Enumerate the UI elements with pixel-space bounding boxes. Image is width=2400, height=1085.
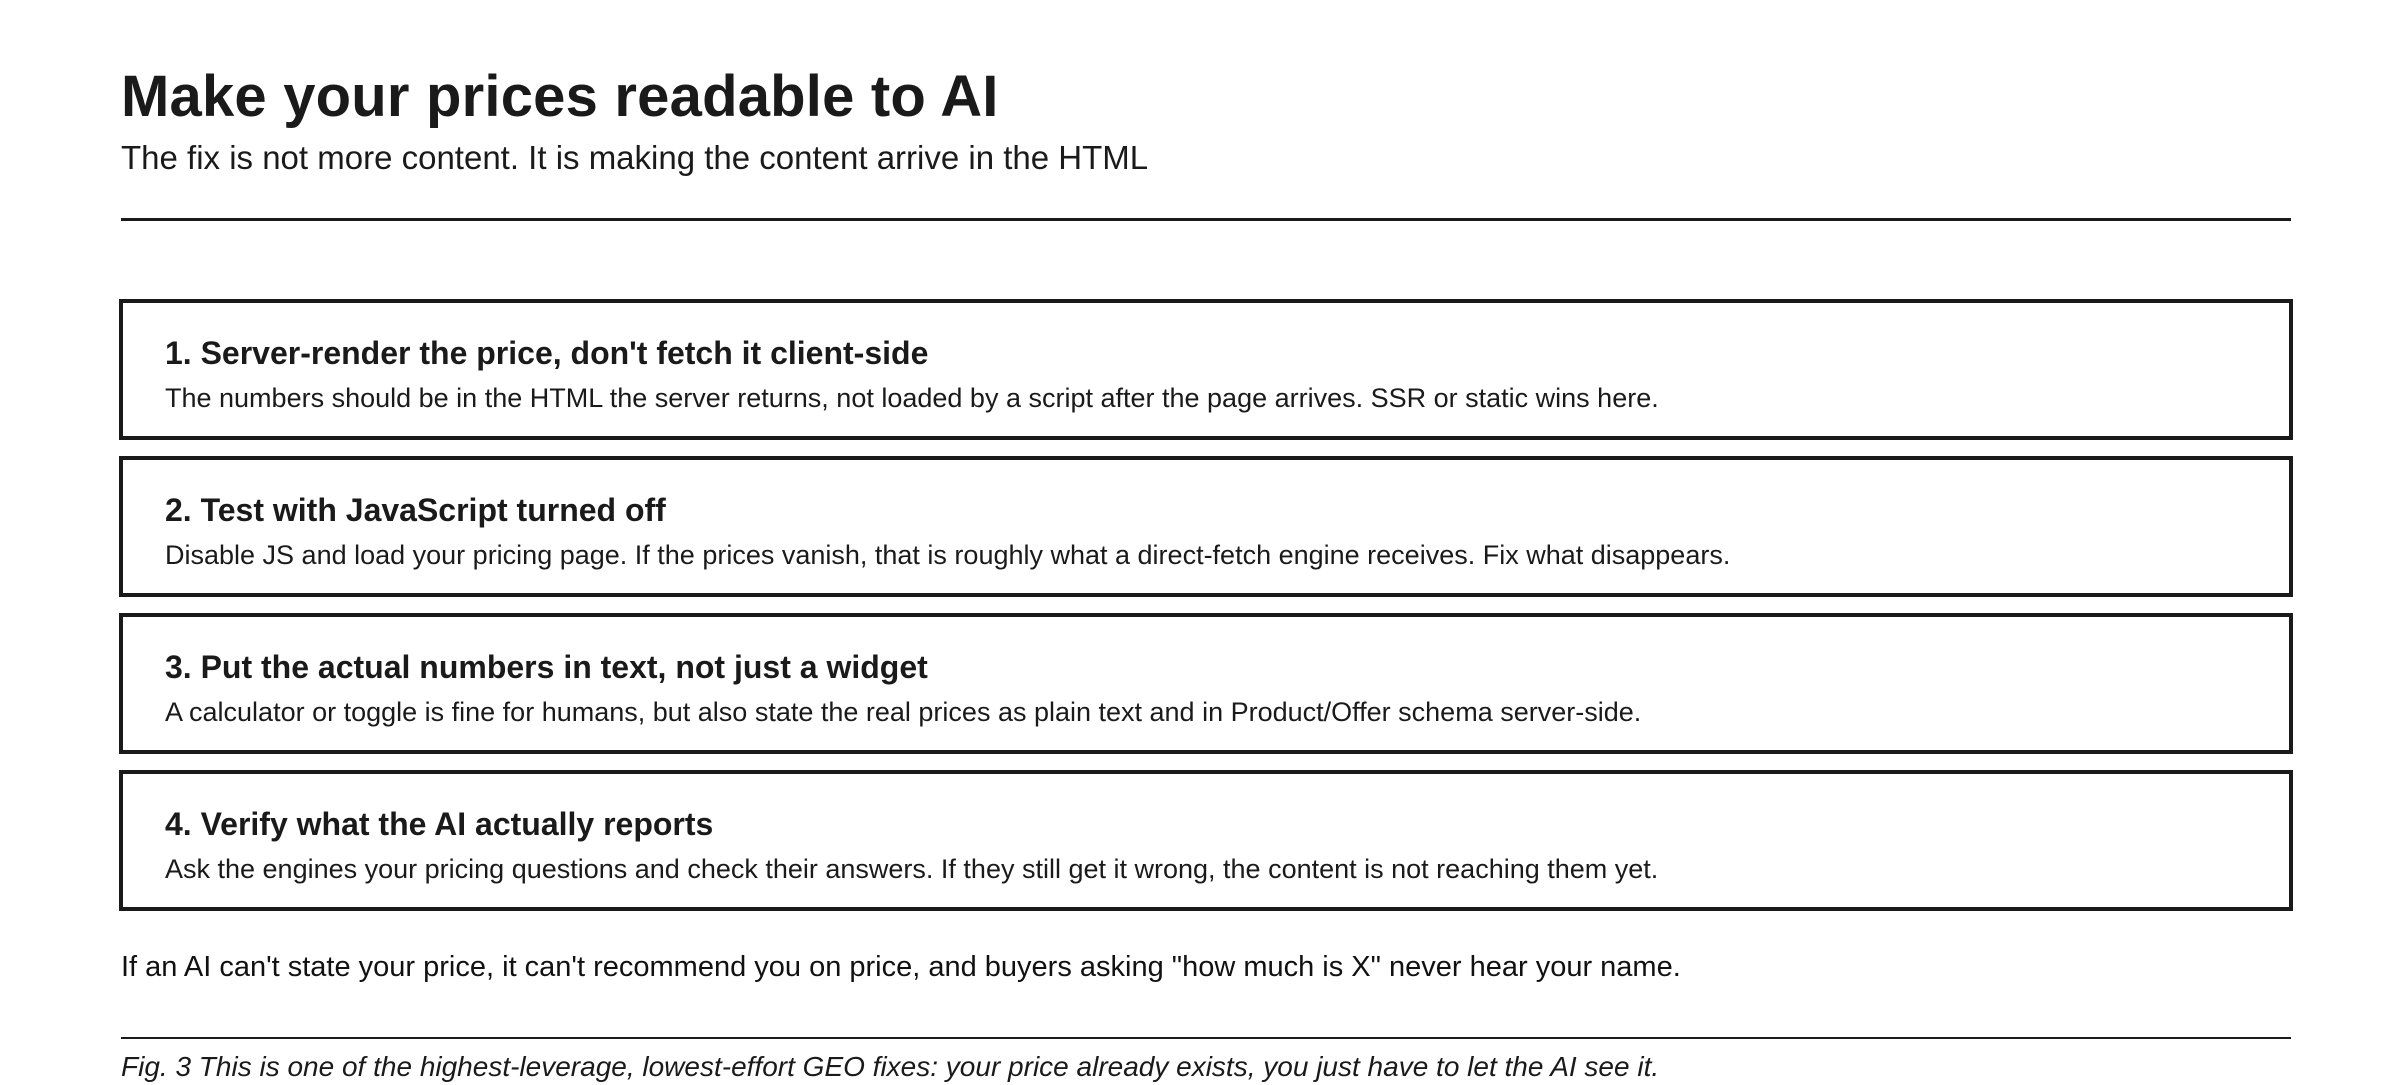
step-title: 3. Put the actual numbers in text, not just a widget bbox=[165, 649, 928, 685]
step-description: The numbers should be in the HTML the server returns, not loaded by a script after the page arrives. SSR or static wins here. bbox=[165, 383, 1659, 413]
caption-divider bbox=[121, 1037, 2291, 1039]
figure-caption: Fig. 3 This is one of the highest-leverage, lowest-effort GEO fixes: your price already exists, you just have to let the AI see it. bbox=[121, 1051, 1660, 1082]
steps-list bbox=[119, 299, 2293, 927]
step-description: A calculator or toggle is fine for humans, but also state the real prices as plain text and in Product/Offer schema server-side. bbox=[165, 697, 1642, 727]
step-card-3 bbox=[119, 613, 2293, 754]
page-subtitle: The fix is not more content. It is making the content arrive in the HTML bbox=[121, 139, 1149, 176]
closing-statement: If an AI can't state your price, it can't recommend you on price, and buyers asking "how much is X" never hear your name. bbox=[121, 951, 1681, 983]
step-card-4 bbox=[119, 770, 2293, 911]
header-divider bbox=[121, 218, 2291, 221]
page-title: Make your prices readable to AI bbox=[121, 64, 999, 129]
step-description: Disable JS and load your pricing page. If the prices vanish, that is roughly what a direct-fetch engine receives. Fix what disappears. bbox=[165, 540, 1731, 570]
header bbox=[121, 62, 2291, 178]
step-title: 1. Server-render the price, don't fetch it client-side bbox=[165, 335, 929, 371]
step-title: 4. Verify what the AI actually reports bbox=[165, 806, 714, 842]
step-card-1 bbox=[119, 299, 2293, 440]
step-description: Ask the engines your pricing questions and check their answers. If they still get it wrong, the content is not reaching them yet. bbox=[165, 854, 1659, 884]
step-title: 2. Test with JavaScript turned off bbox=[165, 492, 666, 528]
step-card-2 bbox=[119, 456, 2293, 597]
